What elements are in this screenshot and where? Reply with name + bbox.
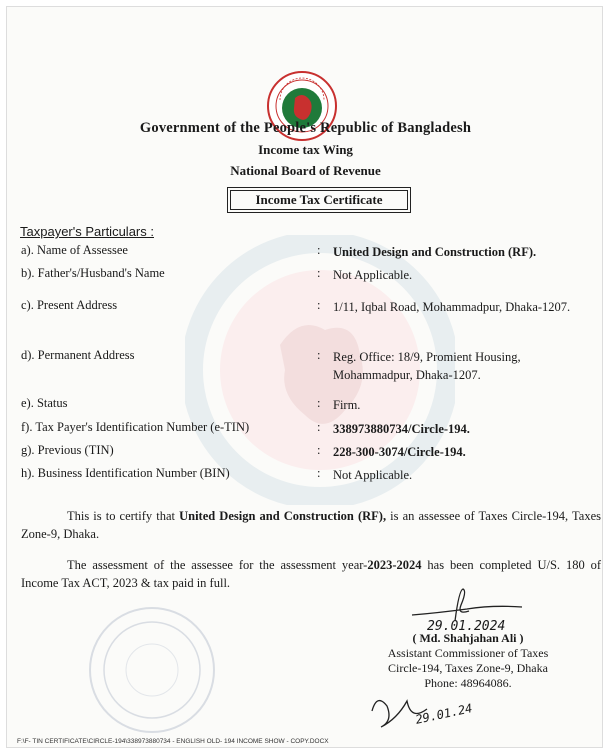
signatory-office: Circle-194, Taxes Zone-9, Dhaka (388, 661, 548, 675)
para-text: This is to certify that (67, 509, 180, 523)
colon: : (317, 266, 321, 280)
colon: : (317, 298, 321, 312)
colon: : (317, 348, 321, 362)
particular-label: a). Name of Assessee (21, 243, 128, 257)
government-title: Government of the People's Republic of Bangladesh (139, 120, 472, 136)
wing-title: Income tax Wing (258, 142, 353, 157)
particular-value: Not Applicable. (333, 468, 413, 482)
colon: : (317, 466, 321, 480)
para-text: is an assessee of Taxes Circle-194, Taxes Zone-9, Dhaka. (21, 509, 601, 541)
particular-label: b). Father's/Husband's Name (21, 266, 165, 280)
particular-label: f). Tax Payer's Identification Number (e-TIN) (21, 420, 250, 434)
signatory-phone: Phone: 48964086. (424, 676, 512, 690)
particular-label: d). Permanent Address (21, 348, 135, 362)
signatory-designation: Assistant Commissioner of Taxes (387, 646, 549, 660)
particular-value: Not Applicable. (333, 268, 413, 282)
particular-value: 228-300-3074/Circle-194. (333, 445, 466, 459)
particular-value: Reg. Office: 18/9, Promient Housing, Mohammadpur, Dhaka-1207. (333, 350, 521, 382)
para-text: The assessment of the assessee for the assessment year- (67, 558, 368, 572)
certificate-page (6, 6, 603, 748)
office-stamp-icon (85, 603, 219, 737)
initial-date: 29.01.24 (414, 701, 474, 727)
colon: : (317, 420, 321, 434)
assessee-name: United Design and Construction (RF), (179, 509, 387, 523)
particular-label: e). Status (21, 396, 68, 410)
section-title: Taxpayer's Particulars : (20, 224, 154, 239)
particular-value: Firm. (333, 398, 361, 412)
colon: : (317, 396, 321, 410)
particular-label: c). Present Address (21, 298, 118, 312)
signatory-block (363, 631, 573, 691)
para-text: has been completed U/S. 180 of Income Tax ACT, 2023 & tax paid in full. (21, 558, 602, 590)
footer-file-path: F:\F- TIN CERTIFICATE\CIRCLE-194\338973880734 - ENGLISH OLD- 194 INCOME SHOW - COPY.DOCX (17, 738, 329, 745)
board-title: National Board of Revenue (230, 163, 381, 178)
assessment-year: 2023-2024 (367, 558, 422, 572)
particular-value: 338973880734/Circle-194. (333, 422, 470, 436)
particular-value: 1/11, Iqbal Road, Mohammadpur, Dhaka-1207. (333, 300, 571, 314)
certification-paragraph (21, 507, 601, 543)
particular-value: United Design and Construction (RF). (333, 245, 537, 259)
colon: : (317, 243, 321, 257)
colon: : (317, 443, 321, 457)
certificate-title-box (227, 187, 411, 213)
certificate-title: Income Tax Certificate (230, 190, 408, 210)
particular-label: h). Business Identification Number (BIN) (21, 466, 230, 480)
particular-label: g). Previous (TIN) (21, 443, 114, 457)
signature-date: 29.01.2024 (427, 619, 506, 634)
signatory-name: ( Md. Shahjahan Ali ) (412, 631, 524, 645)
